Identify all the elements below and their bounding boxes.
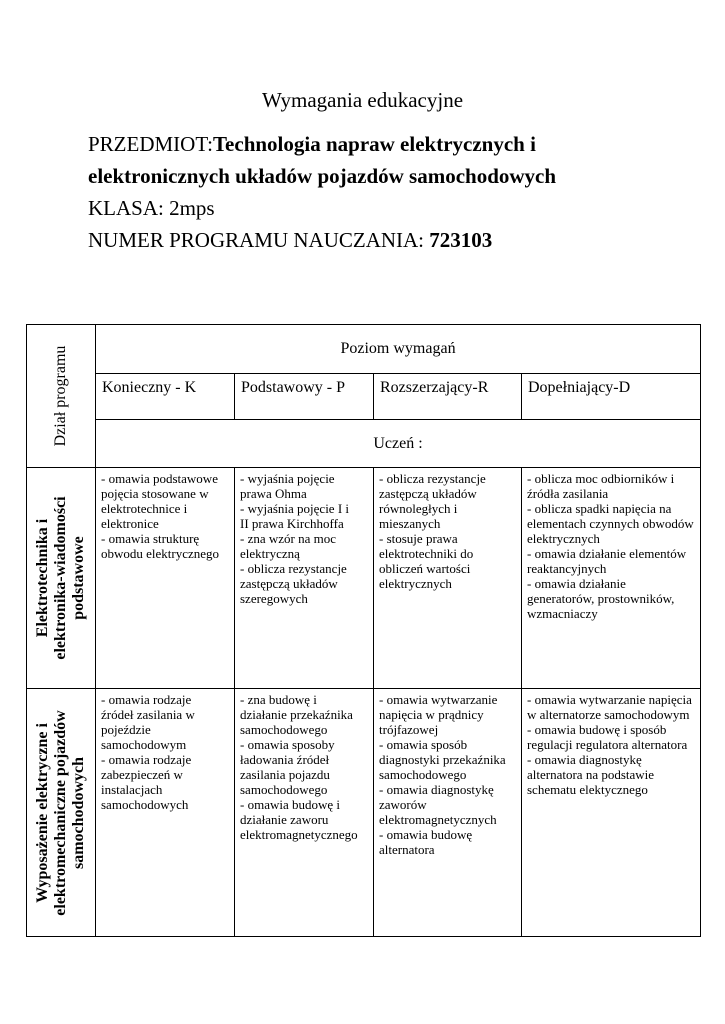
student-cell: [96, 420, 701, 468]
section-name-line: Wyposażenie elektryczne i: [34, 722, 51, 903]
requirement-text: - wyjaśnia pojęcie prawa Ohma - wyjaśnia pojęcie I i II prawa Kirchhoffa - zna wzór na moc elektryczną - oblicza rezystancje zastępczą układów szeregowych: [240, 471, 350, 606]
requirement-text: - omawia rodzaje źródeł zasilania w pojeździe samochodowym - omawia rodzaje zabezpieczeń w instalacjach samochodowych: [101, 692, 195, 812]
subject-label: PRZEDMIOT:: [88, 132, 213, 156]
section-name-line: samochodowych: [70, 756, 87, 869]
subject-name-line2: elektronicznych układów pojazdów samochodowych: [88, 164, 557, 188]
subject-line: [88, 128, 708, 160]
class-line: KLASA: 2mps: [88, 196, 215, 220]
requirement-cell-p: [235, 468, 374, 689]
section-name-line: elektronika-wiadomości: [52, 496, 69, 660]
requirement-cell-d: [522, 689, 701, 937]
requirement-cell-k: [96, 689, 235, 937]
level-r: Rozszerzający-R: [374, 374, 522, 420]
requirement-cell-p: [235, 689, 374, 937]
requirement-cell-r: [374, 468, 522, 689]
section-name-cell: [27, 468, 96, 689]
header-row-levels: [27, 374, 701, 420]
requirement-cell-k: [96, 468, 235, 689]
level-header-cell: [96, 325, 701, 374]
section-header-label: Dział programu: [52, 345, 69, 447]
header-row-levels-title: [27, 325, 701, 374]
program-number: 723103: [429, 228, 493, 252]
program-label: NUMER PROGRAMU NAUCZANIA:: [88, 228, 430, 252]
requirement-cell-r: [374, 689, 522, 937]
document-title: [0, 88, 725, 113]
table-row: [27, 468, 701, 689]
requirement-text: - omawia podstawowe pojęcia stosowane w elektrotechnice i elektronice - omawia strukturę obwodu elektrycznego: [101, 471, 220, 561]
document-header: [88, 128, 708, 256]
header-row-student: [27, 420, 701, 468]
level-k: Konieczny - K: [96, 374, 235, 420]
requirement-text: - omawia wytwarzanie napięcia w prądnicy trójfazowej - omawia sposób diagnostyki przekaźnika samochodowego - omawia diagnostykę zaworów elektromagnetycznych - omawia budowę alternatora: [379, 692, 506, 857]
program-line: [88, 224, 708, 256]
requirements-table: [26, 324, 701, 937]
requirement-text: - oblicza moc odbiorników i źródła zasilania - oblicza spadki napięcia na elementach czynnych obwodów elektrycznych - omawia działanie elementów reaktancyjnych - omawia działanie generatorów, prostowników, wzmacniaczy: [527, 471, 694, 621]
requirement-text: - zna budowę i działanie przekaźnika samochodowego - omawia sposoby ładowania źródeł zasilania pojazdu samochodowego - omawia budowę i działanie zaworu elektromagnetycznego: [240, 692, 358, 842]
section-name-line: elektromechaniczne pojazdów: [52, 709, 69, 916]
level-p: Podstawowy - P: [235, 374, 374, 420]
section-name-line: podstawowe: [70, 536, 87, 620]
level-d: Dopełniający-D: [522, 374, 701, 420]
requirement-text: - oblicza rezystancje zastępczą układów równoległych i mieszanych - stosuje prawa elektrotechniki do obliczeń wartości elektrycznych: [379, 471, 486, 591]
subject-name-line1: Technologia napraw elektrycznych i: [212, 132, 536, 156]
table-row: [27, 689, 701, 937]
student-label: Uczeń :: [373, 434, 423, 452]
section-name-line: Elektrotechnika i: [34, 518, 51, 638]
section-name: [34, 710, 88, 915]
requirement-text: - omawia wytwarzanie napięcia w alternatorze samochodowym - omawia budowę i sposób regulacji regulatora alternatora - omawia diagnostykę alternatora na podstawie schematu elektycznego: [527, 692, 692, 797]
level-header-label: Poziom wymagań: [340, 340, 456, 357]
section-name: [34, 496, 88, 659]
title-text: Wymagania edukacyjne: [261, 88, 464, 112]
requirement-cell-d: [522, 468, 701, 689]
section-header-cell: [27, 325, 96, 468]
section-name-cell: [27, 689, 96, 937]
